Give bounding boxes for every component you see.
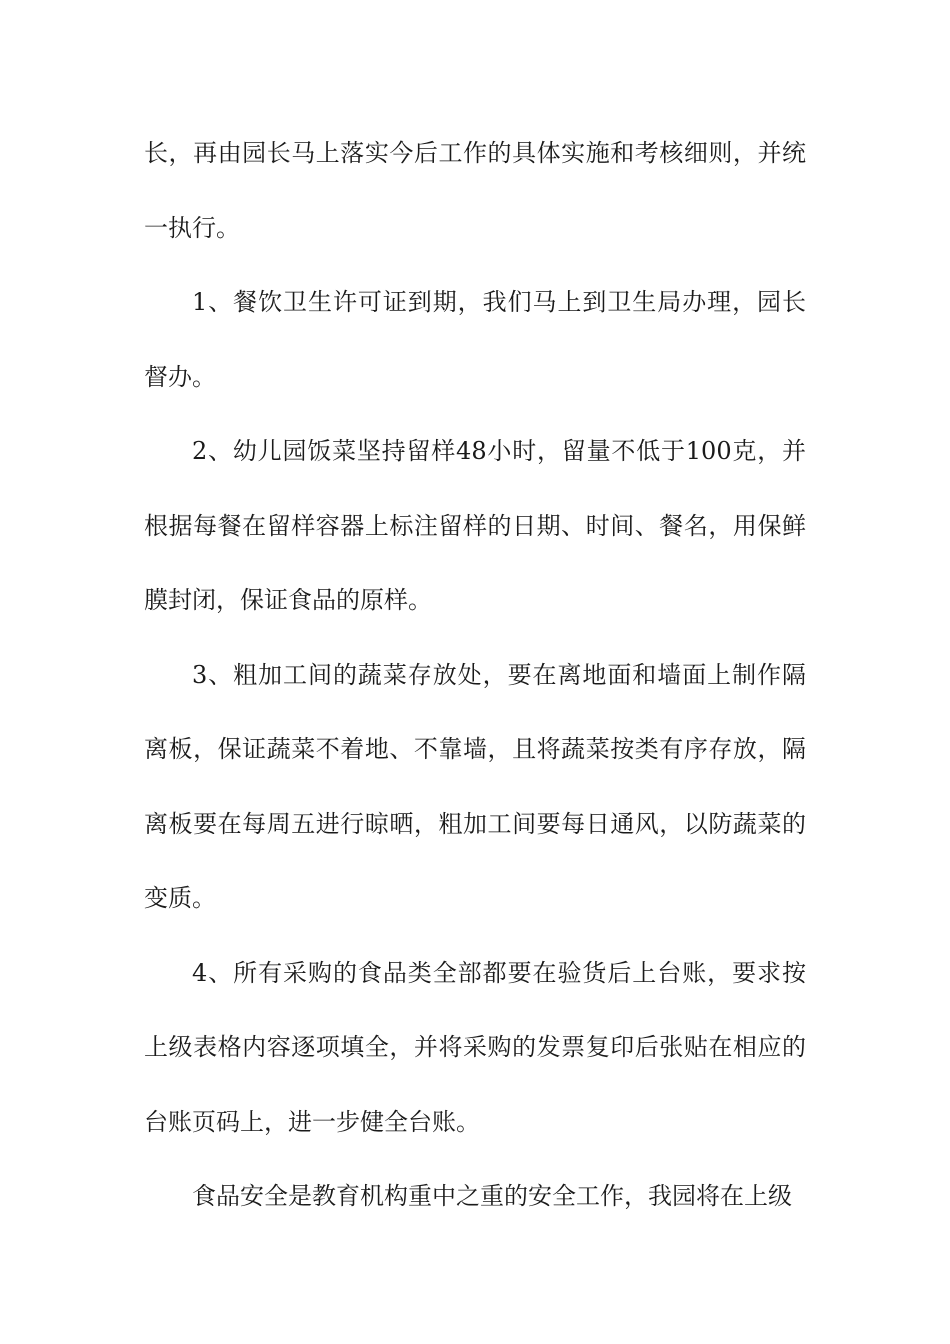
paragraph-item-1: 1、餐饮卫生许可证到期，我们马上到卫生局办理，园长督办。 bbox=[144, 288, 806, 391]
paragraph-item-2: 2、幼儿园饭菜坚持留样48小时，留量不低于100克，并根据每餐在留样容器上标注留样的日期、时间、餐名，用保鲜膜封闭，保证食品的原样。 bbox=[144, 437, 806, 614]
paragraph-closing: 食品安全是教育机构重中之重的安全工作，我园将在上级 bbox=[192, 1182, 792, 1210]
paragraph-item-3: 3、粗加工间的蔬菜存放处，要在离地面和墙面上制作隔离板，保证蔬菜不着地、不靠墙，且将蔬菜按类有序存放，隔离板要在每周五进行晾晒，粗加工间要每日通风，以防蔬菜的变质。 bbox=[144, 660, 806, 912]
paragraph-continuation: 长，再由园长马上落实今后工作的具体实施和考核细则，并统一执行。 bbox=[144, 139, 806, 242]
document-body bbox=[144, 116, 806, 1234]
paragraph-item-4: 4、所有采购的食品类全部都要在验货后上台账，要求按上级表格内容逐项填全，并将采购的发票复印后张贴在相应的台账页码上，进一步健全台账。 bbox=[144, 958, 806, 1136]
